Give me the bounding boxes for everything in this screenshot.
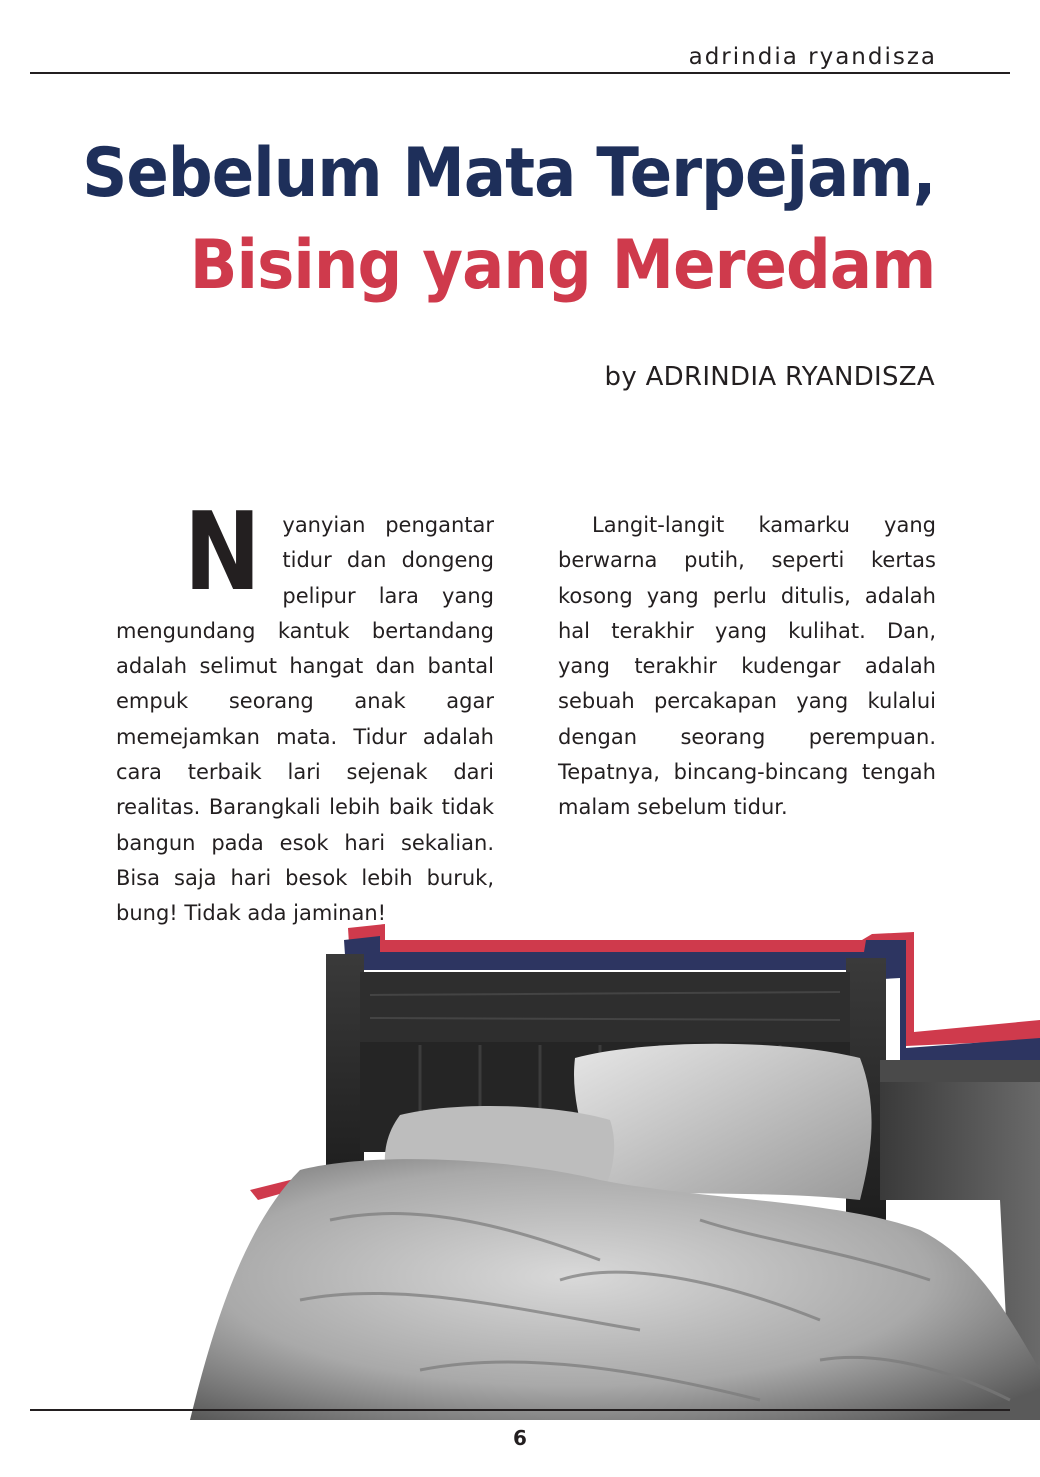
top-rule — [30, 72, 1010, 74]
byline: by ADRINDIA RYANDISZA — [604, 362, 935, 392]
bottom-rule — [30, 1409, 1010, 1411]
bed-photo — [0, 900, 1040, 1420]
article-title — [82, 128, 935, 312]
drop-cap: N — [184, 490, 261, 615]
body-column-left — [116, 490, 494, 932]
nightstand-top — [880, 1060, 1040, 1082]
headboard-rail — [360, 972, 850, 1042]
page-number: 6 — [513, 1426, 527, 1450]
body-column-right: Langit-langit kamarku yang berwarna putih, seperti kertas kosong yang perlu ditulis, adalah hal terakhir yang kulihat. Dan, yang terakhir kudengar adalah sebuah percakapan yang kulalui dengan seorang perempuan. Tepatnya, bincang-bincang tengah malam sebelum tidur. — [558, 513, 936, 820]
title-line-1: Sebelum Mata Terpejam, — [81, 134, 935, 213]
title-line-2: Bising yang Meredam — [189, 226, 935, 305]
left-column-text: yanyian pengantar tidur dan dongeng pelipur lara yang mengundang kantuk bertandang adalah selimut hangat dan bantal empuk seorang anak agar memejamkan mata. Tidur adalah cara terbaik lari sejenak dari realitas. Barangkali lebih baik tidak bangun pada esok hari sekalian. Bisa saja hari besok lebih buruk, bung! Tidak ada jaminan! — [116, 513, 494, 926]
pillow-back — [574, 1044, 872, 1200]
running-head: adrindia ryandisza — [688, 44, 937, 70]
